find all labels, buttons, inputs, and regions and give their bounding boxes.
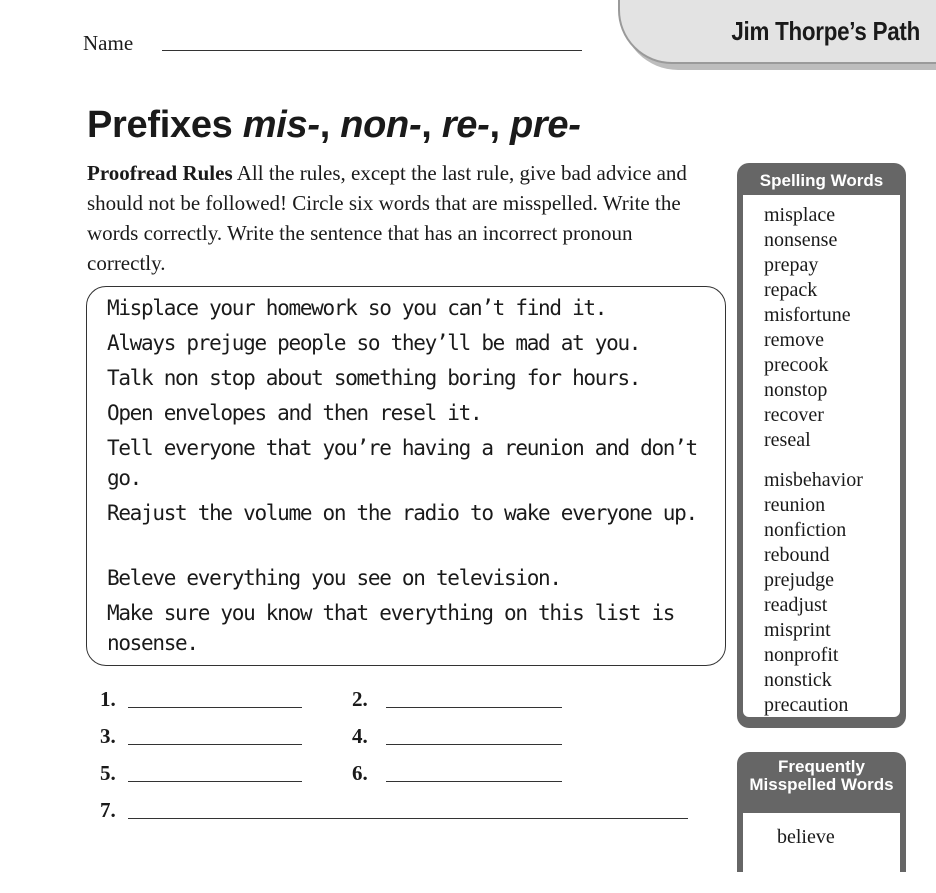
- answer-line-2[interactable]: [386, 707, 562, 708]
- answer-line-4[interactable]: [386, 744, 562, 745]
- answer-line-6[interactable]: [386, 781, 562, 782]
- rule-item[interactable]: Reajust the volume on the radio to wake everyone up.: [107, 501, 697, 525]
- answer-number: 5.: [100, 761, 116, 785]
- spelling-word: misplace: [764, 204, 836, 226]
- spelling-word: prepay: [764, 254, 819, 276]
- spelling-word: misfortune: [764, 304, 851, 326]
- spelling-word: precook: [764, 354, 829, 376]
- spelling-word: prejudge: [764, 569, 834, 591]
- frequently-misspelled-title: Frequently Misspelled Words: [749, 757, 894, 794]
- spelling-word: repack: [764, 279, 818, 301]
- spelling-word: nonsense: [764, 229, 838, 251]
- answer-line-3[interactable]: [128, 744, 302, 745]
- spelling-word: nonprofit: [764, 644, 839, 666]
- spelling-word: misprint: [764, 619, 831, 641]
- rule-item[interactable]: Tell everyone that you’re having a reunion and don’t go.: [107, 436, 697, 490]
- spelling-word: rebound: [764, 544, 830, 566]
- rule-item[interactable]: Open envelopes and then resel it.: [107, 401, 482, 425]
- instructions-lead: Proofread Rules: [87, 161, 233, 185]
- proofread-box: [86, 286, 726, 666]
- rule-item[interactable]: Talk non stop about something boring for hours.: [107, 366, 641, 390]
- answer-line-1[interactable]: [128, 707, 302, 708]
- spelling-word: reseal: [764, 429, 811, 451]
- answer-line-7[interactable]: [128, 818, 688, 819]
- spelling-word: nonstop: [764, 379, 828, 401]
- spelling-word: reunion: [764, 494, 826, 516]
- spelling-word: misbehavior: [764, 469, 863, 491]
- spelling-word: readjust: [764, 594, 828, 616]
- spelling-words-panel: [737, 163, 906, 728]
- answer-number: 2.: [352, 687, 368, 711]
- answer-number: 1.: [100, 687, 116, 711]
- page-title: Prefixes mis-, non-, re-, pre-: [87, 104, 581, 146]
- spelling-word: remove: [764, 329, 824, 351]
- prefix-non: non-: [340, 104, 422, 146]
- rule-item[interactable]: Make sure you know that everything on this list is nosense.: [107, 601, 675, 655]
- prefix-pre: pre-: [510, 104, 581, 146]
- prefix-mis: mis-: [242, 104, 320, 146]
- rule-item[interactable]: Beleve everything you see on television.: [107, 566, 561, 590]
- answer-number: 4.: [352, 724, 368, 748]
- answer-number: 7.: [100, 798, 116, 822]
- spelling-words-list: [743, 195, 900, 717]
- instructions: [87, 158, 687, 278]
- answer-number: 6.: [352, 761, 368, 785]
- instructions-text: All the rules, except the last rule, give bad advice and should not be followed! Circle six words that are misspelled. Write the words correctly. Write the sentence that has an incorrect pronoun correctly.: [87, 161, 687, 275]
- frequently-misspelled-list: [743, 813, 900, 893]
- name-line[interactable]: [162, 50, 582, 51]
- answer-number: 3.: [100, 724, 116, 748]
- rule-item[interactable]: Misplace your homework so you can’t find it.: [107, 296, 607, 320]
- spelling-word: nonstick: [764, 669, 832, 691]
- spelling-word: recover: [764, 404, 824, 426]
- rule-item[interactable]: Always prejuge people so they’ll be mad at you.: [107, 331, 641, 355]
- lesson-title: Jim Thorpe’s Path: [731, 16, 920, 46]
- spelling-word: precaution: [764, 694, 849, 716]
- spelling-word: nonfiction: [764, 519, 847, 541]
- spelling-words-title: Spelling Words: [759, 171, 884, 190]
- answer-line-5[interactable]: [128, 781, 302, 782]
- frequently-misspelled-panel: [737, 752, 906, 872]
- prefix-re: re-: [441, 104, 490, 146]
- frequent-word: believe: [777, 826, 835, 848]
- name-label: Name: [83, 31, 134, 55]
